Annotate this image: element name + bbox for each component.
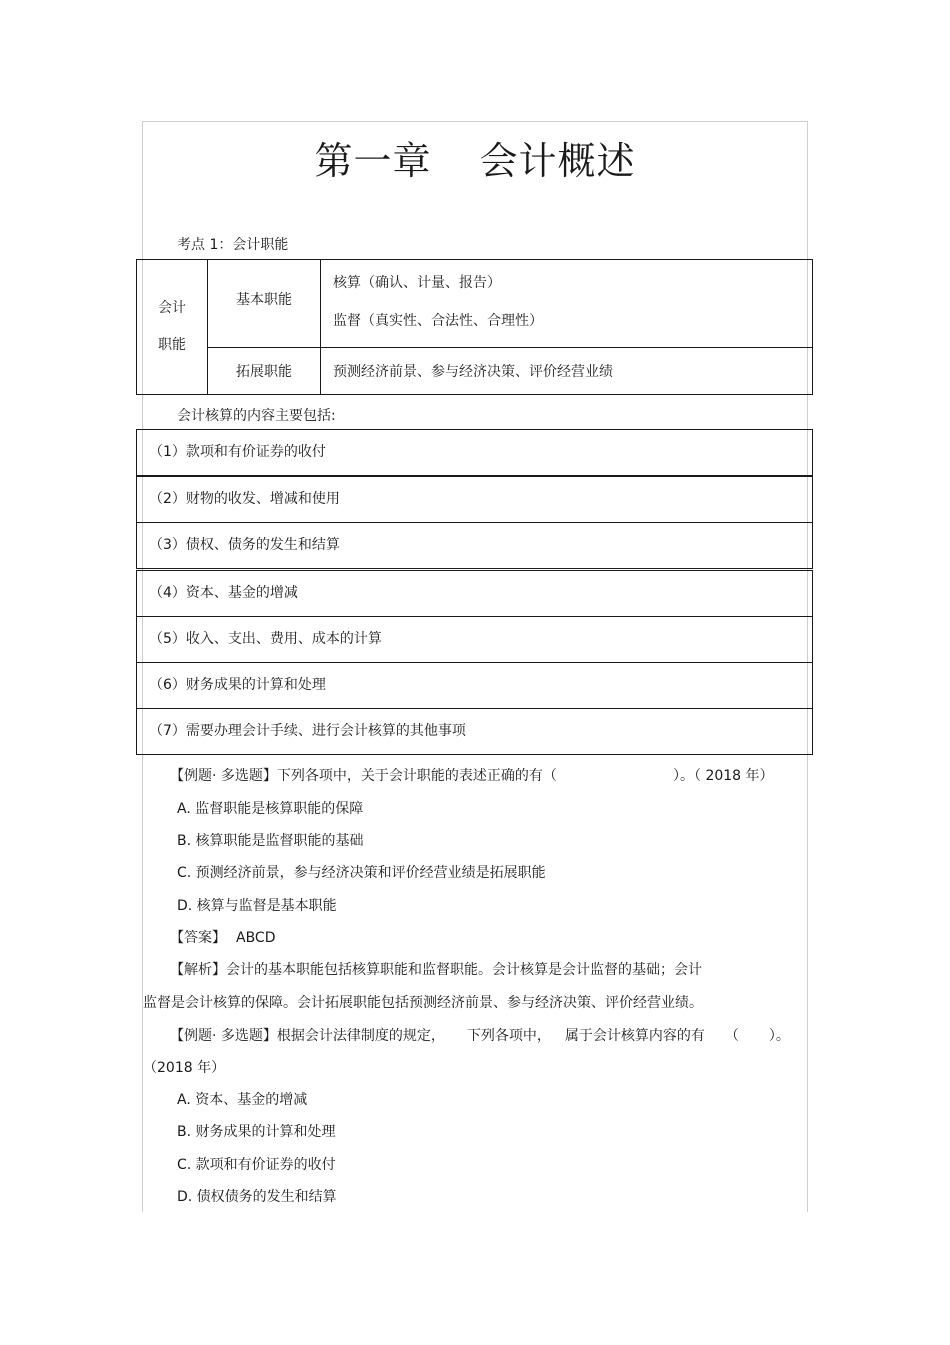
basic-function-label: 基本职能 (208, 260, 321, 348)
question2-stem: 【例题· 多选题】根据会计法律制度的规定， 下列各项中， 属于会计核算内容的有 （ ）。 (170, 1028, 790, 1044)
content-item: （4）资本、基金的增减 (136, 570, 813, 617)
question2-option-d: D. 债权债务的发生和结算 (177, 1189, 337, 1205)
extended-function-content: 预测经济前景、参与经济决策、评价经营业绩 (321, 348, 813, 395)
question2-option-c: C. 款项和有价证券的收付 (177, 1157, 336, 1173)
function-row-header: 会计 职能 (137, 260, 208, 395)
question1-stem: 【例题· 多选题】下列各项中，关于会计职能的表述正确的有（ (170, 768, 557, 784)
content-intro: 会计核算的内容主要包括: (177, 408, 336, 424)
extended-function-label: 拓展职能 (208, 348, 321, 395)
question1-option-b: B. 核算职能是监督职能的基础 (177, 833, 364, 849)
question1-option-d: D. 核算与监督是基本职能 (177, 898, 337, 914)
chapter-name: 会计概述 (479, 139, 636, 183)
question2-option-a: A. 资本、基金的增减 (177, 1092, 308, 1108)
section-heading: 考点 1：会计职能 (177, 237, 289, 253)
content-item: （3）债权、债务的发生和结算 (136, 522, 813, 569)
content-item: （7）需要办理会计手续、进行会计核算的其他事项 (136, 708, 813, 755)
basic-function-items: 核算（确认、计量、报告） 监督（真实性、合法性、合理性） (321, 260, 813, 348)
question1-answer: 【答案】 ABCD (170, 930, 276, 946)
content-item: （6）财务成果的计算和处理 (136, 662, 813, 709)
question2-option-b: B. 财务成果的计算和处理 (177, 1124, 336, 1140)
content-item: （1）款项和有价证券的收付 (136, 429, 813, 476)
function-table (136, 259, 813, 395)
question2-year: （2018 年） (143, 1060, 226, 1076)
question1-stem-end: ）。（ 2018 年） (673, 768, 774, 784)
question1-analysis-line2: 监督是会计核算的保障。会计拓展职能包括预测经济前景、参与经济决策、评价经营业绩。 (143, 995, 703, 1011)
content-item: （5）收入、支出、费用、成本的计算 (136, 616, 813, 663)
question1-analysis-line1: 【解析】会计的基本职能包括核算职能和监督职能。会计核算是会计监督的基础；会计 (170, 962, 702, 978)
chapter-number: 第一章 (314, 139, 432, 183)
question1-option-a: A. 监督职能是核算职能的保障 (177, 801, 364, 817)
content-item: （2）财物的收发、增减和使用 (136, 476, 813, 523)
chapter-title (0, 138, 950, 184)
question1-option-c: C. 预测经济前景，参与经济决策和评价经营业绩是拓展职能 (177, 865, 546, 881)
